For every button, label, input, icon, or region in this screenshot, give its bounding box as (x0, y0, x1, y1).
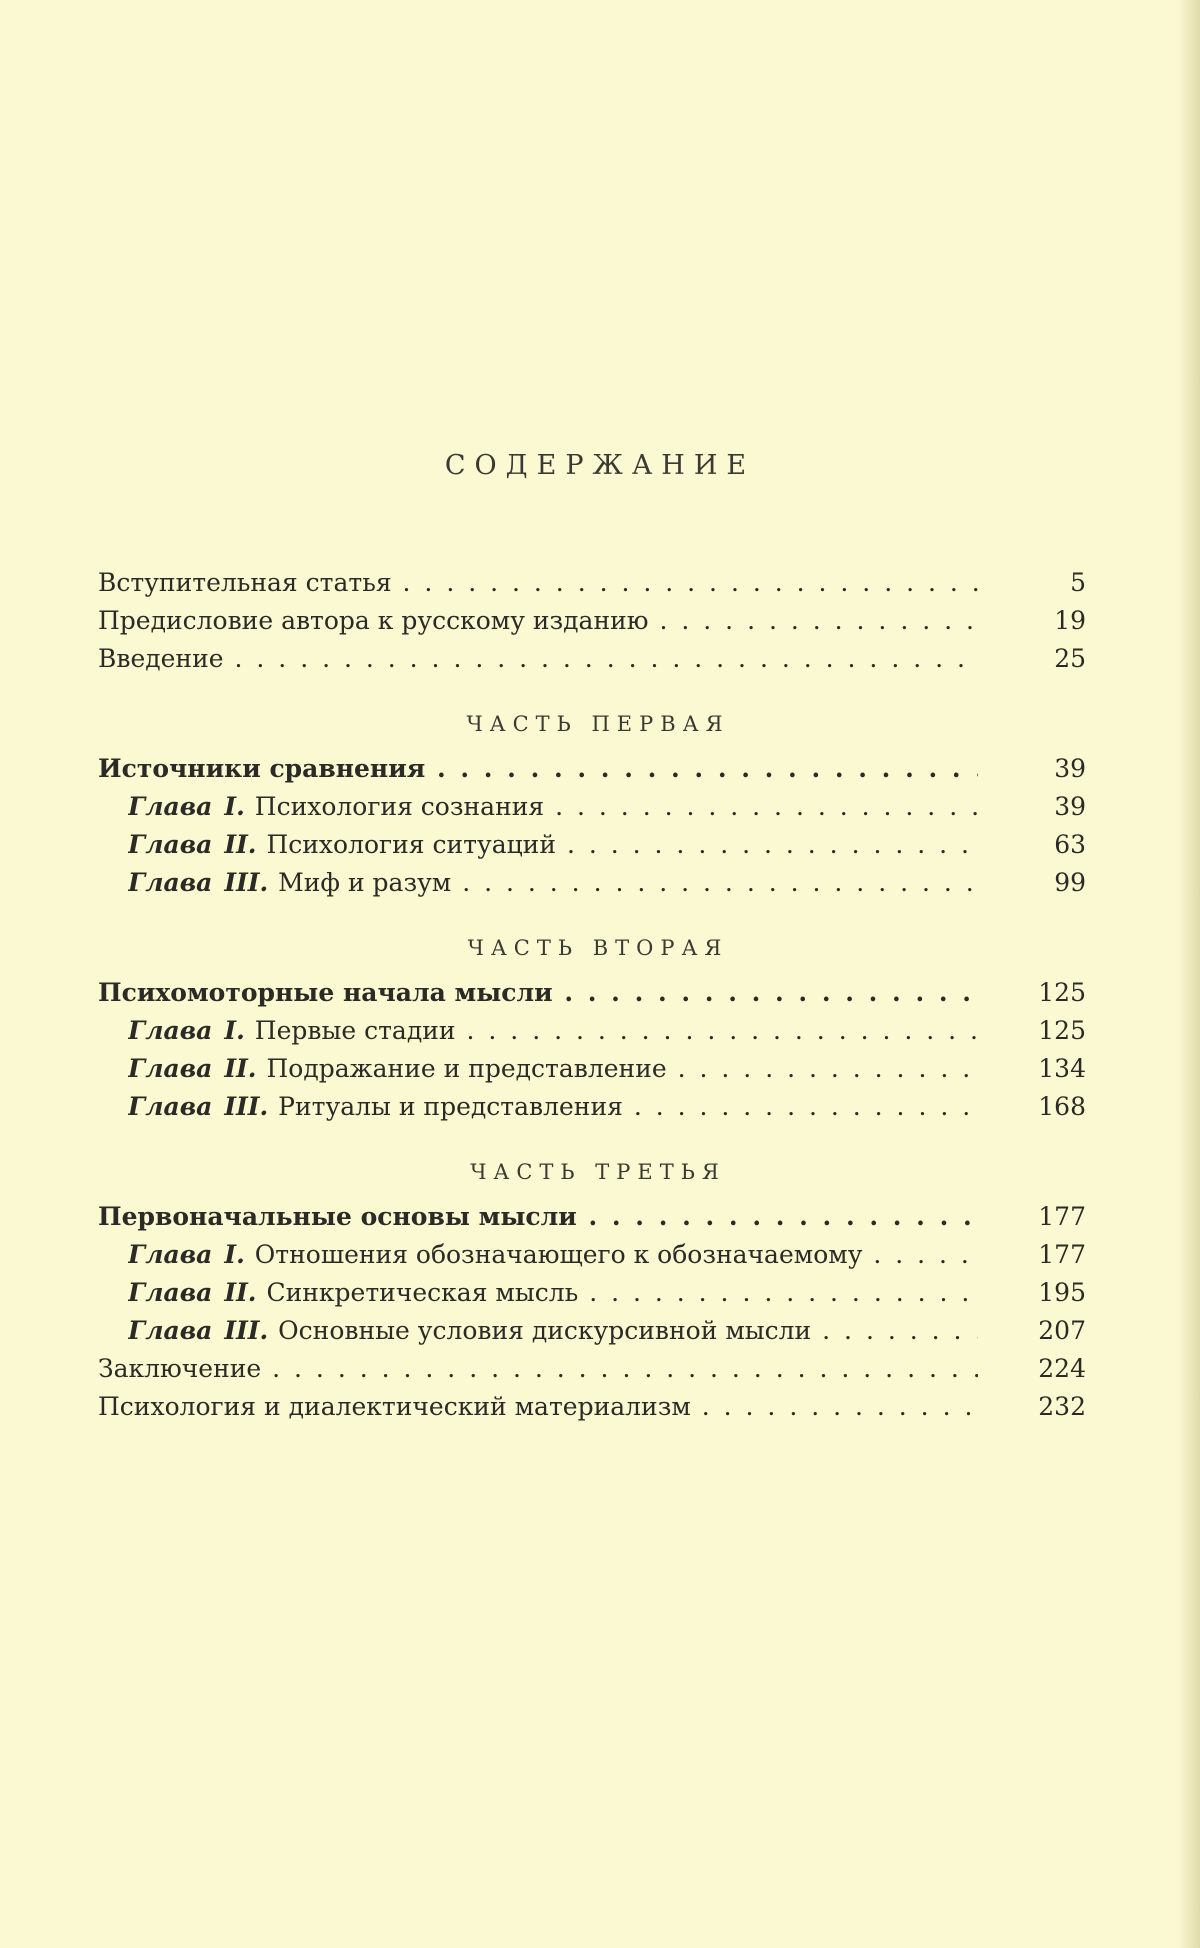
toc-entry-title: Введение . . . (98, 640, 978, 678)
toc-entry-page: 39 (1054, 792, 1086, 821)
toc-entry-page: 168 (1038, 1092, 1086, 1121)
toc-entry-conclusion[interactable] (98, 1350, 1098, 1388)
toc-chapter-entry[interactable] (98, 1312, 1098, 1350)
toc-entry-page: 134 (1038, 1054, 1086, 1083)
toc-entry-page: 177 (1038, 1240, 1086, 1269)
chapter-title: Психология ситуаций (266, 830, 557, 859)
table-of-contents (98, 564, 1098, 1426)
toc-entry-page: 99 (1054, 868, 1086, 897)
part-heading-3: ЧАСТЬ ТРЕТЬЯ (470, 1160, 726, 1184)
toc-entry-page: 125 (1038, 978, 1086, 1007)
chapter-title: Ритуалы и представления (278, 1092, 623, 1121)
toc-entry-page: 195 (1038, 1278, 1086, 1307)
chapter-label: Глава III. (128, 1316, 269, 1345)
chapter-title: Миф и разум (278, 868, 452, 897)
toc-entry-title: Вступительная статья . . . (98, 564, 978, 602)
toc-entry-page: 177 (1038, 1202, 1086, 1231)
toc-entry-page: 125 (1038, 1016, 1086, 1045)
toc-entry-page: 232 (1038, 1392, 1086, 1421)
toc-entry-page: 5 (1070, 568, 1086, 597)
toc-chapter-entry[interactable] (98, 788, 1098, 826)
page-title: СОДЕРЖАНИЕ (444, 450, 756, 481)
chapter-label: Глава I. (128, 1240, 245, 1269)
toc-entry-introductory-article[interactable] (98, 564, 1098, 602)
chapter-title: Отношения обозначающего к обозначаемому (254, 1240, 863, 1269)
toc-chapter-entry[interactable] (98, 1088, 1098, 1126)
toc-section-title: Первоначальные основы мысли . . . (98, 1198, 978, 1236)
toc-entry-page: 25 (1054, 644, 1086, 673)
chapter-label: Глава III. (128, 1092, 269, 1121)
toc-entry-page: 19 (1054, 606, 1086, 635)
toc-chapter-entry[interactable] (98, 1274, 1098, 1312)
toc-chapter-entry[interactable] (98, 1012, 1098, 1050)
chapter-label: Глава II. (128, 1278, 257, 1307)
toc-entry-title: Психология и диалектический материализм . . . (98, 1388, 978, 1426)
chapter-title: Основные условия дискурсивной мысли (278, 1316, 812, 1345)
toc-chapter-entry[interactable] (98, 864, 1098, 902)
toc-entry-title: Предисловие автора к русскому изданию . . . (98, 602, 978, 640)
toc-section-entry[interactable] (98, 750, 1098, 788)
toc-entry-introduction[interactable] (98, 640, 1098, 678)
toc-chapter-entry[interactable] (98, 1236, 1098, 1274)
chapter-label: Глава II. (128, 830, 257, 859)
chapter-label: Глава I. (128, 1016, 245, 1045)
page-edge-shadow (1178, 0, 1200, 1948)
toc-entry-author-preface[interactable] (98, 602, 1098, 640)
chapter-title: Психология сознания (254, 792, 545, 821)
toc-section-title: Психомоторные начала мысли . . . (98, 974, 978, 1012)
toc-section-title: Источники сравнения . . . (98, 750, 978, 788)
part-heading-1: ЧАСТЬ ПЕРВАЯ (466, 712, 730, 736)
toc-entry-title: Заключение . . . (98, 1350, 978, 1388)
chapter-label: Глава III. (128, 868, 269, 897)
chapter-label: Глава II. (128, 1054, 257, 1083)
chapter-title: Подражание и представление (266, 1054, 667, 1083)
toc-entry-page: 63 (1054, 830, 1086, 859)
toc-section-entry[interactable] (98, 1198, 1098, 1236)
toc-section-entry[interactable] (98, 974, 1098, 1012)
chapter-label: Глава I. (128, 792, 245, 821)
part-heading-2: ЧАСТЬ ВТОРАЯ (467, 936, 729, 960)
toc-chapter-entry[interactable] (98, 1050, 1098, 1088)
chapter-title: Первые стадии (254, 1016, 456, 1045)
toc-entry-page: 224 (1038, 1354, 1086, 1383)
toc-chapter-entry[interactable] (98, 826, 1098, 864)
toc-entry-page: 207 (1038, 1316, 1086, 1345)
chapter-title: Синкретическая мысль (266, 1278, 579, 1307)
toc-entry-page: 39 (1054, 754, 1086, 783)
toc-entry-psychology-dialectical-materialism[interactable] (98, 1388, 1098, 1426)
